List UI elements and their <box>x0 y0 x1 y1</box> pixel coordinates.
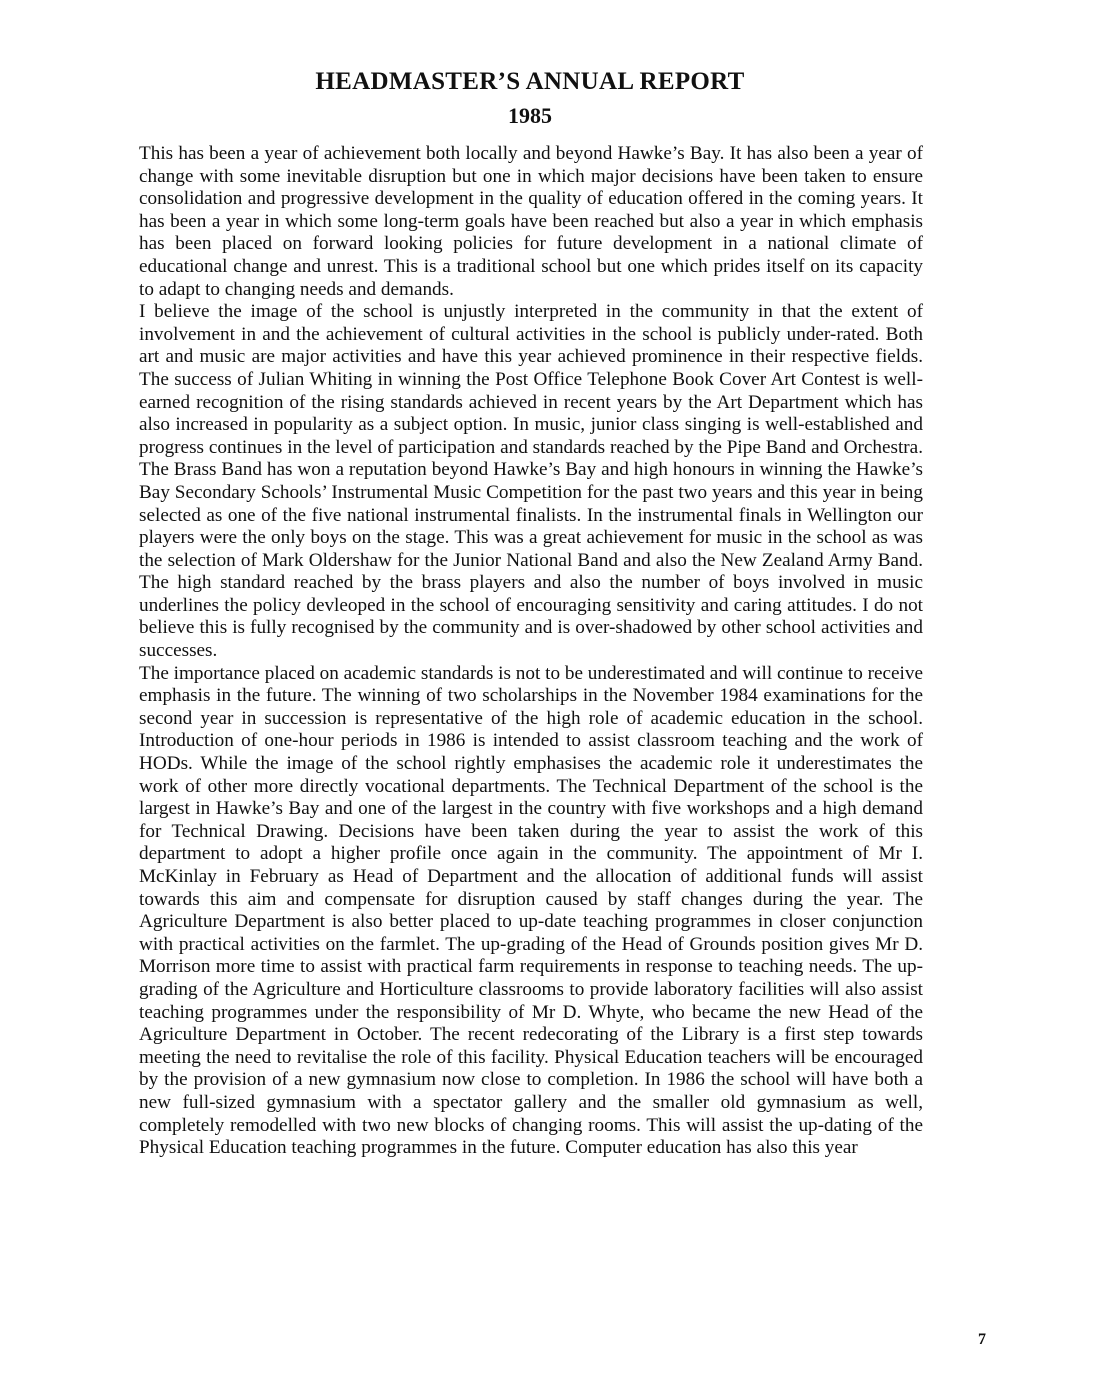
paragraph: I believe the image of the school is unjustly interpreted in the community in that the extent of involvement in and the achievement of cultural activities in the school is publicly under-rated. Both art and music are major activities and have this year achieved prominence in their respective fields. The success of Julian Whiting in winning the Post Office Telephone Book Cover Art Contest is well-earned recognition of the rising standards achieved in recent years by the Art Department which has also increased in popularity as a subject option. In music, junior class singing is well-established and progress continues in the level of participation and standards reached by the Pipe Band and Orchestra. The Brass Band has won a reputation beyond Hawke’s Bay and high honours in winning the Hawke’s Bay Secondary Schools’ Instrumental Music Competition for the past two years and this year in being selected as one of the five national instrumental finalists. In the instrumental finals in Wellington our players were the only boys on the stage. This was a great achievement for music in the school as was the selection of Mark Oldershaw for the Junior National Band and also the New Zealand Army Band. The high standard reached by the brass players and also the number of boys involved in music underlines the policy devleoped in the school of encouraging sensitivity and caring attitudes. I do not believe this is fully recognised by the community and is over-shadowed by other school activities and successes. <box>139 301 923 662</box>
page-number: 7 <box>978 1331 986 1348</box>
report-year: 1985 <box>508 103 552 128</box>
report-body <box>139 143 923 1160</box>
paragraph: This has been a year of achievement both locally and beyond Hawke’s Bay. It has also been a year of change with some inevitable disruption but one in which major decisions have been taken to ensure consolidation and progressive development in the quality of education offered in the coming years. It has been a year in which some long-term goals have been reached but also a year in which emphasis has been placed on forward looking policies for future development in a national climate of educational change and unrest. This is a traditional school but one which prides itself on its capacity to adapt to changing needs and demands. <box>139 143 923 300</box>
report-title: HEADMASTER’S ANNUAL REPORT <box>315 68 745 95</box>
paragraph: The importance placed on academic standards is not to be underestimated and will continue to receive emphasis in the future. The winning of two scholarships in the November 1984 examinations for the second year in succession is representative of the high role of academic education in the school. Introduction of one-hour periods in 1986 is intended to assist classroom teaching and the work of HODs. While the image of the school rightly emphasises the academic role it underestimates the work of other more directly vocational departments. The Technical Department of the school is the largest in Hawke’s Bay and one of the largest in the country with five workshops and a high demand for Technical Drawing. Decisions have been taken during the year to assist the work of this department to adopt a higher profile once again in the community. The appointment of Mr I. McKinlay in February as Head of Department and the allocation of additional funds will assist towards this aim and compensate for disruption caused by staff changes during the year. The Agriculture Department is also better placed to up-date teaching programmes in closer conjunction with practical activities on the farmlet. The up-grading of the Head of Grounds position gives Mr D. Morrison more time to assist with practical farm requirements in response to teaching needs. The up-grading of the Agriculture and Horticulture classrooms to provide laboratory facilities will also assist teaching programmes under the responsibility of Mr D. Whyte, who became the new Head of the Agriculture Department in October. The recent redecorating of the Library is a first step towards meeting the need to revitalise the role of this facility. Physical Education teachers will be encouraged by the provision of a new gymnasium now close to completion. In 1986 the school will have both a new full-sized gymnasium with a spectator gallery and the smaller old gymnasium as well, completely remodelled with two new blocks of changing rooms. This will assist the up-dating of the Physical Education teaching programmes in the future. Computer education has also this year <box>139 662 923 1159</box>
